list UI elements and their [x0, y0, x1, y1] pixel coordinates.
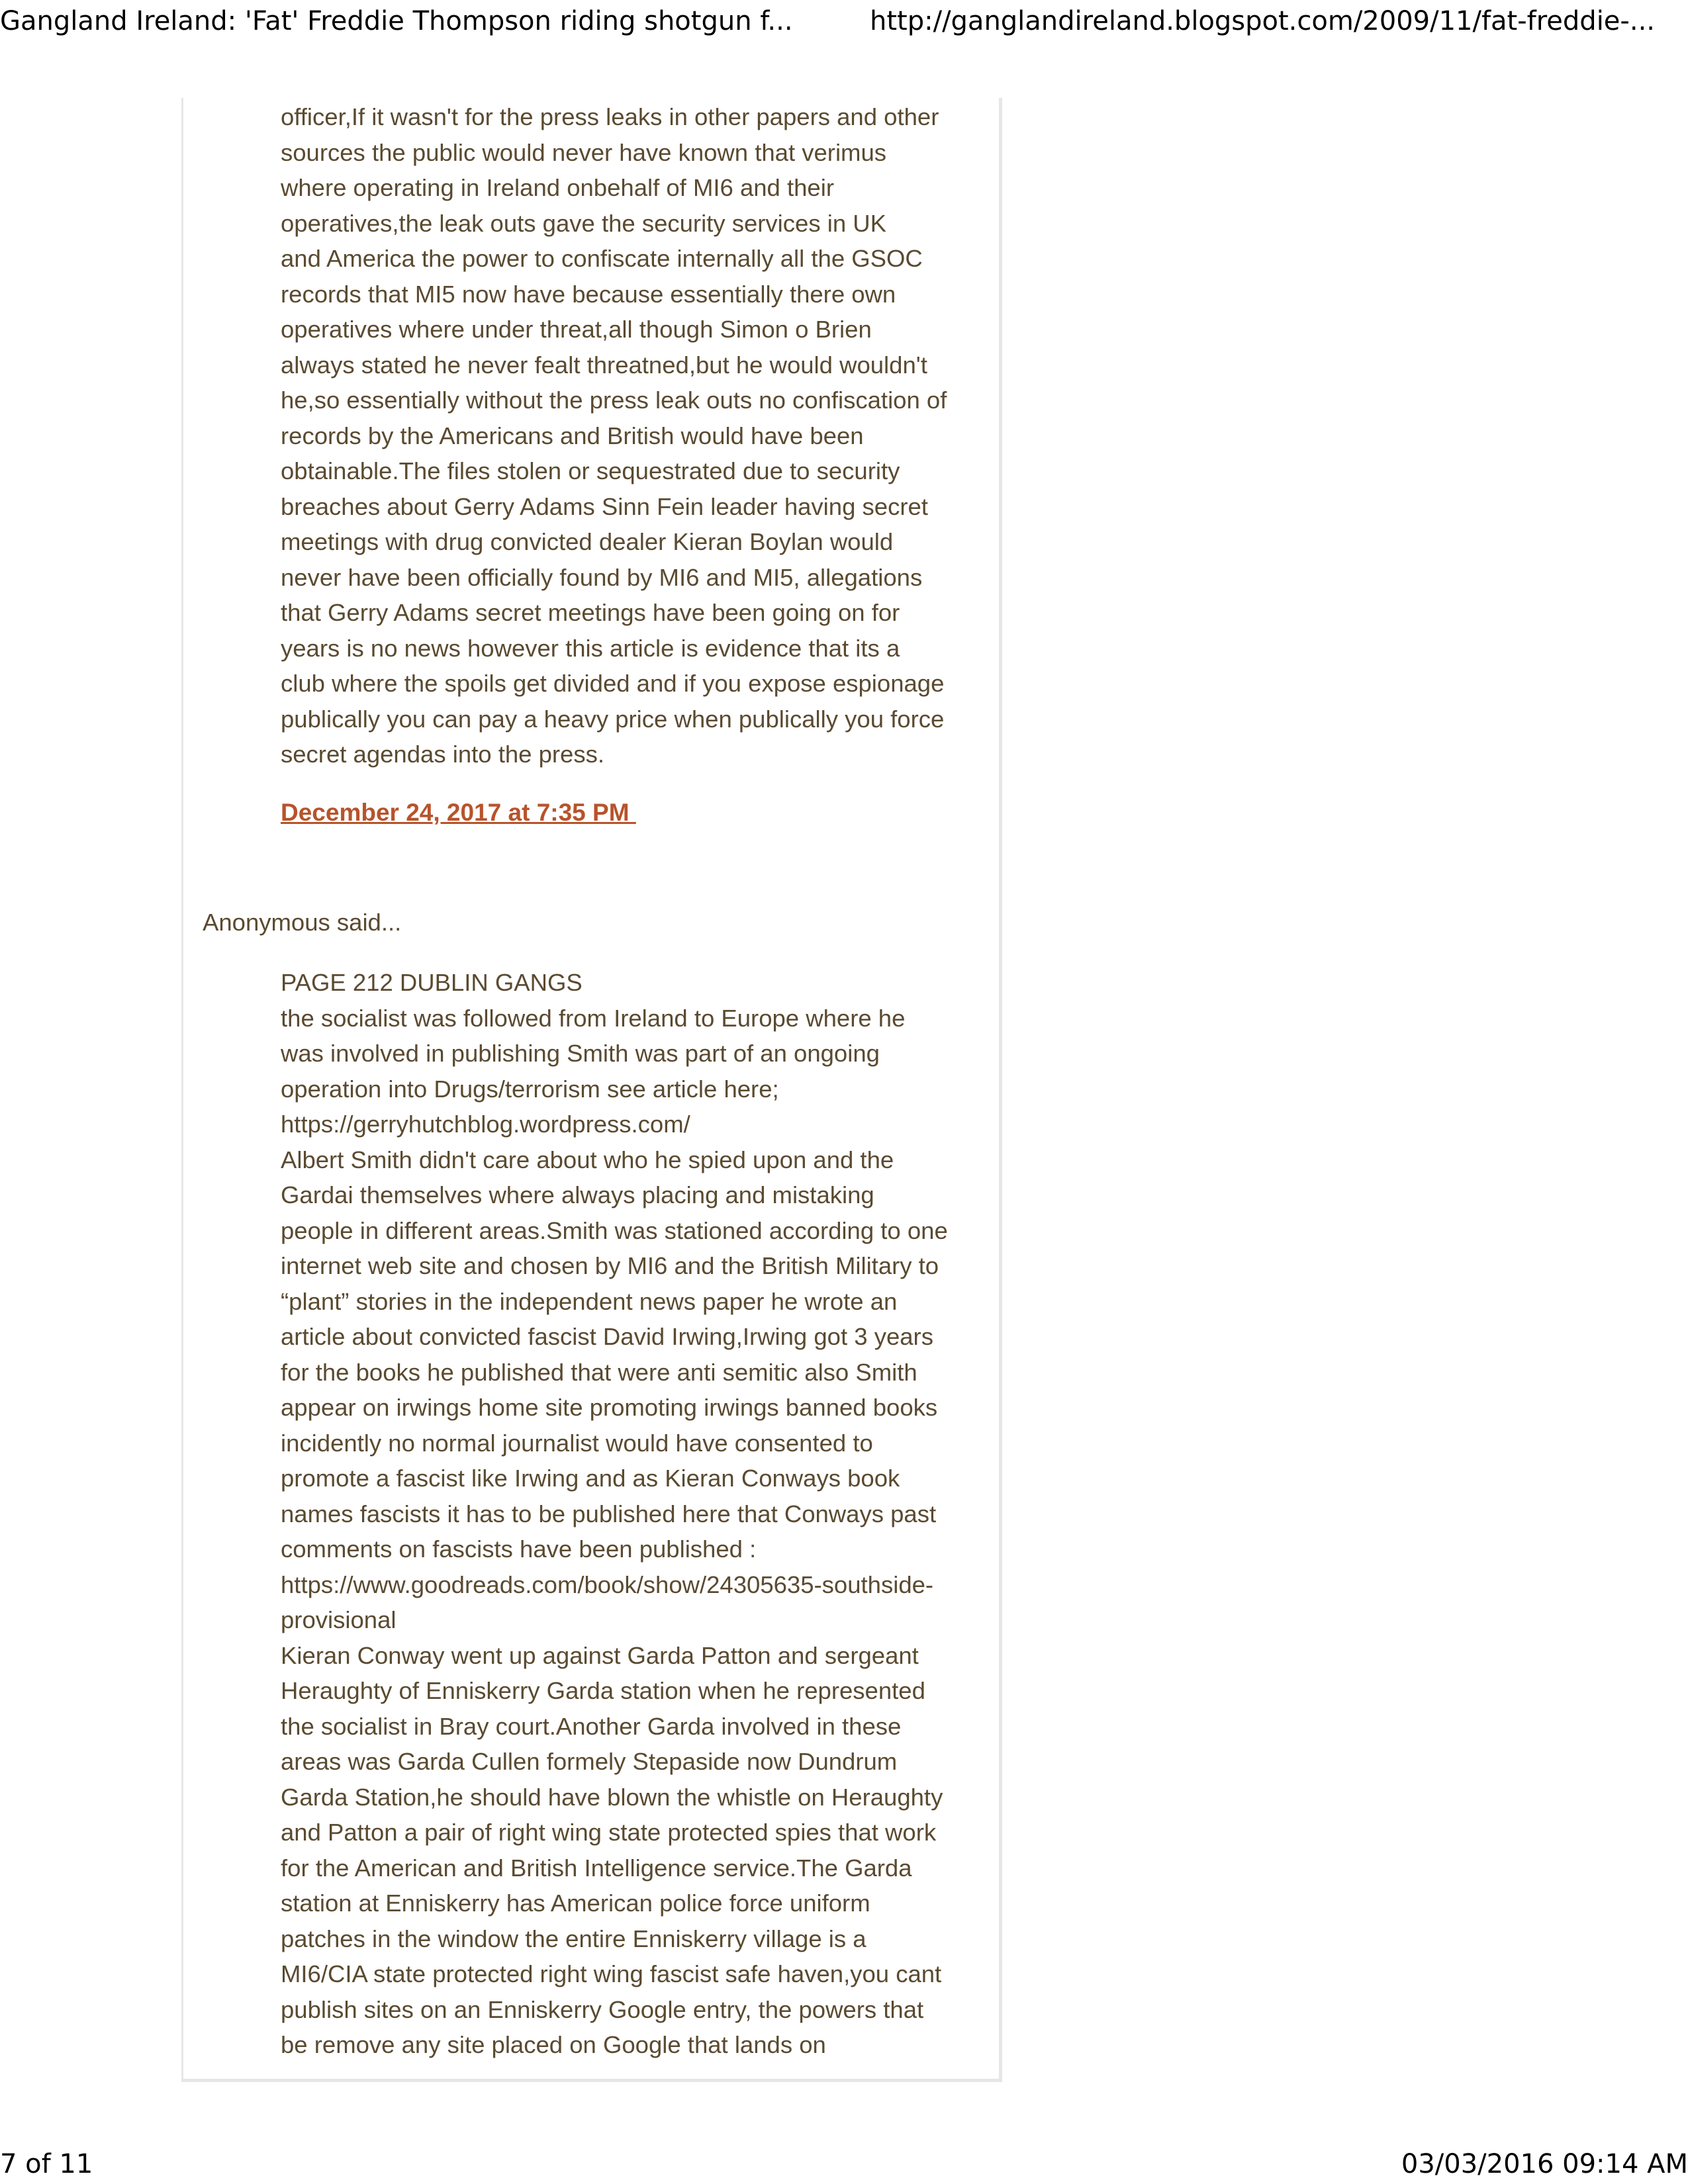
comment-timestamp-link[interactable]: December 24, 2017 at 7:35 PM: [281, 799, 636, 826]
print-header-page-title: Gangland Ireland: 'Fat' Freddie Thompson riding shotgun f...: [0, 6, 793, 36]
comment-body: officer,If it wasn't for the press leaks in other papers and other sources the public would never have known that verimus where operating in Ireland onbehalf of MI6 and their operatives,the leak outs gave the security services in UK and America the power to confiscate internally all the GSOC records that MI5 now have because essentially there own operatives where under threat,all though Simon o Brien always stated he never fealt threatned,but he would wouldn't he,so essentially without the press leak outs no confiscation of records by the Americans and British would have been obtainable.The files stolen or sequestrated due to security breaches about Gerry Adams Sinn Fein leader having secret meetings with drug convicted dealer Kieran Boylan would never have been officially found by MI6 and MI5, allegations that Gerry Adams secret meetings have been going on for years is no news however this article is evidence that its a club where the spoils get divided and if you expose espionage publically you can pay a heavy price when publically you force secret agendas into the press.: [281, 103, 947, 768]
print-header-url: http://ganglandireland.blogspot.com/2009/11/fat-freddie-...: [870, 6, 1655, 36]
print-footer-datetime: 03/03/2016 09:14 AM: [1401, 2149, 1688, 2179]
comment-author: Anonymous said...: [203, 909, 402, 936]
print-footer-page-number: 7 of 11: [0, 2149, 93, 2179]
comment-body: PAGE 212 DUBLIN GANGS the socialist was followed from Ireland to Europe where he was involved in publishing Smith was part of an ongoing operation into Drugs/terrorism see article here; https://gerryhutchblog.wordpress.com/ Albert Smith didn't care about who he spied upon and the Gardai themselves where always placing and mistaking people in different areas.Smith was stationed according to one internet web site and chosen by MI6 and the British Military to “plant” stories in the independent news paper he wrote an article about convicted fascist David Irwing,Irwing got 3 years for the books he published that were anti semitic also Smith appear on irwings home site promoting irwings banned books incidently no normal journalist would have consented to promote a fascist like Irwing and as Kieran Conways book names fascists it has to be published here that Conways past comments on fascists have been published : https://www.goodreads.com/book/show/24305635-southside- provisional Kieran Conway went up against Garda Patton and sergeant Heraughty of Enniskerry Garda station when he represented the socialist in Bray court.Another Garda involved in these areas was Garda Cullen formely Stepaside now Dundrum Garda Station,he should have blown the whistle on Heraughty and Patton a pair of right wing state protected spies that work for the American and British Intelligence service.The Garda station at Enniskerry has American police force uniform patches in the window the entire Enniskerry village is a MI6/CIA state protected right wing fascist safe haven,you cant publish sites on an Enniskerry Google entry, the powers that be remove any site placed on Google that lands on: [281, 969, 948, 2058]
